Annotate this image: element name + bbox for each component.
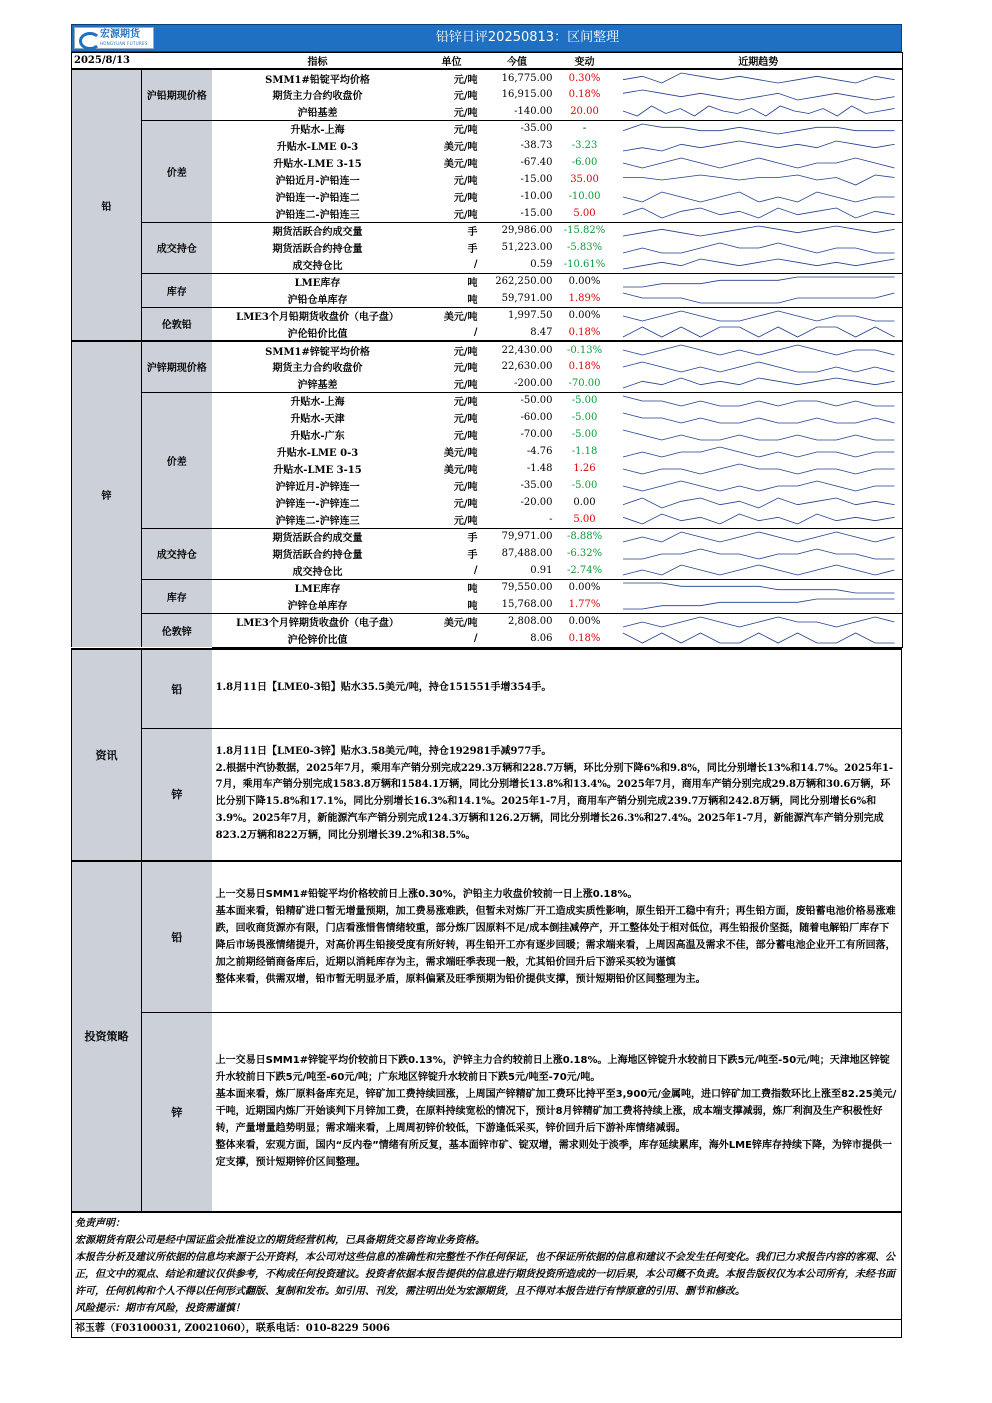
indicator-unit: 元/吨 — [453, 363, 478, 374]
indicator-unit: 元/吨 — [453, 176, 478, 187]
indicator-name: 沪锌仓单库存 — [287, 600, 348, 612]
indicator-unit: 吨 — [424, 579, 480, 596]
indicator-change: -70.00 — [568, 377, 601, 389]
indicator-value: 15,768.00 — [501, 598, 553, 610]
info-lead-label: 铅 — [142, 649, 212, 729]
indicator-unit: 元/吨 — [453, 193, 478, 204]
company-logo — [74, 27, 154, 49]
indicator-change: 0.00% — [555, 613, 615, 630]
indicator-value: 8.06 — [480, 630, 555, 647]
trend-cell — [615, 324, 903, 341]
info-lead-text: 1.8月11日【LME0-3铅】贴水35.5美元/吨，持仓151551手增354手。 — [212, 649, 902, 729]
table-row — [72, 341, 903, 358]
indicator-name: LME3个月铅期货收盘价（电子盘） — [212, 307, 424, 324]
trend-cell — [615, 137, 903, 154]
indicator-unit: 元/吨 — [424, 341, 480, 358]
sparkline-path — [623, 345, 895, 355]
indicator-unit: 元/吨 — [453, 515, 478, 527]
indicator-change: -3.23 — [571, 140, 598, 151]
trend-cell — [615, 290, 903, 307]
indicator-name: 期货活跃合约持仓量 — [272, 550, 363, 561]
trend-cell — [615, 171, 903, 188]
indicator-value: 29,986.00 — [480, 222, 555, 239]
sparkline-path — [623, 124, 895, 134]
trend-cell — [615, 630, 903, 647]
trend-cell — [615, 120, 903, 137]
indicator-table-body — [72, 69, 903, 647]
sparkline-path — [623, 362, 895, 372]
trend-cell — [615, 341, 903, 358]
trend-cell — [615, 511, 903, 528]
trend-cell — [615, 426, 903, 443]
report-title: 铅锌日评20250813：区间整理 — [435, 30, 620, 45]
indicator-name: 成交持仓比 — [292, 260, 343, 272]
sparkline — [619, 139, 899, 153]
indicator-value: -20.00 — [520, 497, 553, 508]
strategy-lead-label: 铅 — [142, 861, 212, 1013]
indicator-change: 1.89% — [568, 292, 601, 304]
sparkline-path — [623, 73, 895, 83]
indicator-unit: 手 — [467, 244, 478, 255]
sparkline — [619, 309, 899, 323]
indicator-change: 0.00 — [573, 497, 596, 508]
indicator-name: 升贴水-LME 0-3 — [276, 142, 359, 153]
info-zinc-label: 锌 — [142, 729, 212, 861]
table-row — [72, 273, 903, 290]
indicator-unit: / — [473, 258, 478, 270]
logo-mark-icon — [77, 29, 99, 47]
trend-cell — [615, 579, 903, 596]
indicator-value: 1,997.50 — [480, 307, 555, 324]
sparkline — [619, 343, 899, 357]
strategy-lead-text: 上一交易日SMM1#铅锭平均价格较前日上涨0.30%，沪铅主力收盘价较前一日上涨0.18%。 基本面来看，铅精矿进口暂无增量预期，加工费易涨难跌，但暂未对炼厂开工造成实质性影响，原生铅开工稳中有升；再生铅方面，废铅蓄电池价格易涨难跌，回收商货源亦有限，门店看涨惜售情绪较重，部分炼厂因原料不足/成本倒挂减停产，开工整体处于相对低位，再生铅报价坚挺，随着电解铅厂库存下降后市场畏涨情绪提升，对高价再生铅接受度有所好转，再生铅开工亦有逐步回暖；需求端来看，上周因高温及需求不佳，部分蓄电池企业开工有所回落，加之前期经销商备库后，近期以消耗库存为主，需求端旺季表现一般，尤其铅价回升后下游采买较为谨慎 整体来看，供需双增，铅市暂无明显矛盾，原料偏紧及旺季预期为铅价提供支撑，预计短期铅价区间整理为主。 — [212, 861, 902, 1013]
indicator-change: 0.00% — [555, 579, 615, 596]
indicator-value: -200.00 — [514, 377, 553, 389]
indicator-unit: 元/吨 — [453, 414, 478, 425]
col-unit: 单位 — [424, 53, 480, 70]
group-label: 沪锌期现价格 — [142, 341, 212, 392]
sparkline-path — [623, 565, 895, 575]
trend-cell — [615, 494, 903, 511]
indicator-name: 沪铅基差 — [297, 107, 338, 119]
trend-cell — [615, 375, 903, 392]
group-label: 成交持仓 — [142, 528, 212, 579]
logo-name-en: HONGYUAN FUTURES — [100, 41, 148, 46]
indicator-unit: 手 — [467, 550, 478, 561]
indicator-name: 升贴水-广东 — [290, 431, 345, 442]
trend-cell — [615, 477, 903, 494]
strategy-zinc-label: 锌 — [142, 1013, 212, 1211]
table-row — [72, 222, 903, 239]
indicator-value: -60.00 — [520, 412, 553, 423]
indicator-change: 1.26 — [573, 463, 596, 474]
trend-cell — [615, 86, 903, 103]
indicator-change: -10.00 — [568, 191, 601, 202]
sparkline — [619, 173, 899, 187]
indicator-unit: 美元/吨 — [443, 159, 478, 170]
indicator-unit: 手 — [424, 528, 480, 545]
strategy-zinc-text: 上一交易日SMM1#锌锭平均价较前日下跌0.13%，沪锌主力合约较前日上涨0.18%。上海地区锌锭升水较前日下跌5元/吨至-50元/吨；天津地区锌锭升水较前日下跌5元/吨至-60元/吨；广东地区锌锭升水较前日下跌5元/吨至-70元/吨。 基本面来看，炼厂原料备库充足，锌矿加工费持续回涨，上周国产锌精矿加工费环比持平至3,900元/金属吨，进口锌矿加工费指数环比上涨至82.25美元/干吨，近期国内炼厂开始谈判下月锌加工费，在原料持续宽松的情况下，预计8月锌精矿加工费将持续上涨，成本端支撑减弱，炼厂利润及生产积极性好转，产量增量趋势明显；需求端来看，上周周初锌价较低，下游逢低采买，锌价回升后下游补库情绪减弱。 整体来看，宏观方面，国内“反内卷”情绪有所反复，基本面锌市矿、锭双增，需求则处于淡季，库存延续累库，海外LME锌库存持续下降，为锌市提供一定支撑，预计短期锌价区间整理。 — [212, 1013, 902, 1211]
group-label: 成交持仓 — [142, 222, 212, 273]
sparkline-path — [623, 192, 895, 202]
sparkline-path — [623, 498, 895, 508]
indicator-change: - — [555, 120, 615, 137]
sparkline-path — [623, 158, 895, 168]
indicator-unit: 元/吨 — [453, 499, 478, 510]
sparkline-path — [623, 413, 895, 423]
trend-cell — [615, 392, 903, 409]
disclaimer-line: 宏源期货有限公司是经中国证监会批准设立的期货经营机构，已具备期货交易咨询业务资格。 — [75, 1234, 485, 1246]
sparkline-path — [623, 90, 895, 100]
indicator-value: -38.73 — [520, 140, 553, 151]
indicator-value: -35.00 — [520, 480, 553, 491]
indicator-change: 0.00% — [555, 307, 615, 324]
indicator-unit: 元/吨 — [453, 482, 478, 493]
indicator-table — [71, 52, 903, 648]
indicator-change: 0.18% — [568, 361, 601, 372]
sparkline — [619, 241, 899, 255]
group-label: 库存 — [142, 273, 212, 307]
table-row — [72, 613, 903, 630]
indicator-change: -6.00 — [571, 157, 598, 168]
indicator-value: 22,630.00 — [501, 361, 553, 372]
indicator-unit: 美元/吨 — [443, 465, 478, 476]
indicator-change: 1.77% — [568, 598, 601, 610]
disclaimer-title: 免责声明： — [75, 1217, 125, 1229]
indicator-change: -0.13% — [555, 341, 615, 358]
table-header-row — [72, 53, 903, 70]
sparkline — [619, 325, 899, 339]
sparkline — [619, 547, 899, 561]
sparkline-path — [623, 327, 895, 337]
sparkline-path — [623, 464, 895, 474]
trend-cell — [615, 443, 903, 460]
indicator-unit: 美元/吨 — [443, 448, 478, 459]
sparkline-path — [623, 106, 895, 116]
indicator-value: 22,430.00 — [480, 341, 555, 358]
indicator-change: 0.30% — [555, 69, 615, 86]
indicator-value: 0.91 — [530, 564, 553, 576]
indicator-value: 16,775.00 — [480, 69, 555, 86]
sparkline-path — [623, 277, 895, 287]
indicator-value: 8.47 — [530, 326, 553, 338]
indicator-value: -50.00 — [480, 392, 555, 409]
table-row — [72, 392, 903, 409]
indicator-name: 沪铅近月-沪铅连一 — [275, 176, 360, 187]
info-lead-row — [72, 649, 902, 729]
indicator-value: - — [549, 513, 553, 525]
indicator-change: -6.32% — [566, 548, 603, 559]
indicator-unit: 元/吨 — [424, 120, 480, 137]
strategy-label: 投资策略 — [72, 861, 142, 1211]
indicator-name: 升贴水-上海 — [212, 392, 424, 409]
col-indicator: 指标 — [212, 53, 424, 70]
indicator-change: 5.00 — [573, 207, 596, 219]
indicator-unit: 吨 — [424, 273, 480, 290]
info-table — [71, 648, 902, 1211]
indicator-unit: 手 — [424, 222, 480, 239]
sparkline — [619, 445, 899, 459]
indicator-name: LME库存 — [212, 579, 424, 596]
indicator-name: 沪铅连二-沪铅连三 — [275, 209, 360, 221]
indicator-change: -5.00 — [571, 480, 598, 491]
strategy-lead-row — [72, 861, 902, 1013]
sparkline — [619, 257, 899, 271]
sparkline-path — [623, 599, 895, 609]
sparkline-path — [623, 259, 895, 269]
table-row — [72, 307, 903, 324]
indicator-unit: / — [473, 326, 478, 338]
indicator-name: 期货活跃合约持仓量 — [272, 244, 363, 255]
disclaimer-line: 风险提示：期市有风险，投资需谨慎！ — [75, 1302, 245, 1314]
indicator-change: -2.74% — [566, 564, 603, 576]
trend-cell — [615, 613, 903, 630]
sparkline — [619, 428, 899, 442]
indicator-unit: 美元/吨 — [443, 142, 478, 153]
indicator-name: 升贴水-LME 3-15 — [273, 159, 362, 170]
trend-cell — [615, 528, 903, 545]
indicator-change: -5.00 — [571, 429, 598, 440]
trend-cell — [615, 205, 903, 222]
indicator-value: 79,550.00 — [480, 579, 555, 596]
indicator-name: LME3个月锌期货收盘价（电子盘） — [212, 613, 424, 630]
sparkline — [619, 190, 899, 204]
indicator-value: 2,808.00 — [480, 613, 555, 630]
sparkline-path — [623, 378, 895, 388]
indicator-unit: 美元/吨 — [424, 307, 480, 324]
indicator-value: -10.00 — [520, 191, 553, 202]
indicator-change: -10.61% — [563, 258, 606, 270]
sparkline — [619, 597, 899, 611]
strategy-zinc-row — [72, 1013, 902, 1211]
sparkline — [619, 360, 899, 374]
sparkline — [619, 512, 899, 526]
table-row — [72, 528, 903, 545]
indicator-unit: 元/吨 — [453, 379, 478, 391]
table-row — [72, 120, 903, 137]
indicator-name: 期货活跃合约成交量 — [212, 222, 424, 239]
indicator-unit: 元/吨 — [453, 107, 478, 119]
sparkline — [619, 88, 899, 102]
indicator-change: -5.00 — [571, 412, 598, 423]
col-trend: 近期趋势 — [615, 53, 903, 70]
indicator-unit: / — [424, 630, 480, 647]
report-page — [71, 24, 902, 1338]
indicator-name: 沪锌连一-沪锌连二 — [275, 499, 360, 510]
group-label: 价差 — [142, 392, 212, 528]
sparkline-path — [623, 633, 895, 643]
sparkline-path — [623, 311, 895, 321]
sparkline — [619, 581, 899, 595]
indicator-value: 262,250.00 — [480, 273, 555, 290]
trend-cell — [615, 596, 903, 613]
sparkline-path — [623, 243, 895, 253]
indicator-name: 沪铅仓单库存 — [287, 294, 348, 306]
indicator-unit: 吨 — [467, 294, 478, 306]
trend-cell — [615, 273, 903, 290]
trend-cell — [615, 307, 903, 324]
trend-cell — [615, 460, 903, 477]
sparkline — [619, 71, 899, 85]
indicator-name: 沪伦铅价比值 — [287, 328, 348, 340]
info-zinc-text: 1.8月11日【LME0-3锌】贴水3.58美元/吨，持仓192981手减977手。 2.根据中汽协数据，2025年7月，乘用车产销分别完成229.3万辆和228.7万辆，环比分别下降6%和9.8%，同比分别增长13%和14.7%。2025年1-7月，乘用车产销分别完成1583.8万辆和1584.1万辆，同比分别增长13.8%和13.4%。2025年7月，商用车产销分别完成29.8万辆和30.6万辆，环比分别下降15.8%和17.1%，同比分别增长16.3%和14.1%。2025年1-7月，商用车产销分别完成239.7万辆和242.8万辆，同比分别增长6%和3.9%。2025年7月，新能源汽车产销分别完成124.3万辆和126.2万辆，同比分别增长26.3%和27.4%。2025年1-7月，新能源汽车产销分别完成823.2万辆和822万辆，同比分别增长39.2%和38.5%。 — [212, 729, 902, 861]
indicator-unit: 元/吨 — [453, 431, 478, 442]
table-row — [72, 69, 903, 86]
indicator-value: -70.00 — [520, 429, 553, 440]
sparkline — [619, 462, 899, 476]
group-label: 伦敦铅 — [142, 307, 212, 341]
group-label: 价差 — [142, 120, 212, 222]
sparkline-path — [623, 447, 895, 457]
indicator-change: -8.88% — [555, 528, 615, 545]
sparkline — [619, 615, 899, 629]
col-today: 今值 — [480, 53, 555, 70]
indicator-name: 沪伦锌价比值 — [212, 630, 424, 647]
indicator-change: -5.00 — [555, 392, 615, 409]
info-label: 资讯 — [72, 649, 142, 861]
indicator-change: 0.18% — [555, 630, 615, 647]
indicator-change: 5.00 — [573, 513, 596, 525]
indicator-unit: 美元/吨 — [424, 613, 480, 630]
disclaimer-line: 本报告分析及建议所依据的信息均来源于公开资料，本公司对这些信息的准确性和完整性不作任何保证，也不保证所依据的信息和建议不会发生任何变化。我们已力求报告内容的客观、公正，但文中的观点、结论和建议仅供参考，不构成任何投资建议。投资者依据本报告提供的信息进行期货投资所造成的一切后果，本公司概不负责。本报告版权仅为本公司所有，未经书面许可，任何机构和个人不得以任何形式翻版、复制和发布。如引用、刊发，需注明出处为宏源期货，且不得对本报告进行有悖原意的引用、删节和修改。 — [75, 1251, 895, 1297]
indicator-name: 沪铅连一-沪铅连二 — [275, 193, 360, 204]
sparkline — [619, 104, 899, 118]
indicator-name: 期货主力合约收盘价 — [272, 91, 363, 102]
indicator-value: -15.00 — [520, 174, 553, 185]
report-banner — [71, 24, 902, 52]
indicator-value: -4.76 — [526, 446, 553, 457]
sparkline — [619, 156, 899, 170]
sparkline-path — [623, 396, 895, 406]
indicator-change: 0.18% — [568, 89, 601, 100]
sparkline-path — [623, 141, 895, 151]
sparkline — [619, 479, 899, 493]
sparkline-path — [623, 293, 895, 303]
indicator-name: SMM1#铅锭平均价格 — [212, 69, 424, 86]
sparkline-path — [623, 226, 895, 236]
sparkline-path — [623, 583, 895, 593]
indicator-unit: 吨 — [467, 600, 478, 612]
metal-label: 锌 — [72, 341, 142, 647]
indicator-name: 沪锌基差 — [297, 379, 338, 391]
sparkline — [619, 394, 899, 408]
indicator-unit: 元/吨 — [424, 392, 480, 409]
indicator-value: 16,915.00 — [501, 89, 553, 100]
indicator-change: 0.18% — [568, 326, 601, 338]
indicator-change: -1.18 — [571, 446, 598, 457]
trend-cell — [615, 103, 903, 120]
indicator-value: 51,223.00 — [501, 242, 553, 253]
indicator-value: -140.00 — [514, 105, 553, 117]
author-contact: 祁玉蓉（F03100031, Z0021060），联系电话：010-8229 5006 — [71, 1320, 902, 1338]
trend-cell — [615, 409, 903, 426]
sparkline — [619, 563, 899, 577]
table-row — [72, 579, 903, 596]
sparkline — [619, 376, 899, 390]
indicator-name: 期货活跃合约成交量 — [212, 528, 424, 545]
indicator-name: 升贴水-天津 — [290, 414, 345, 425]
trend-cell — [615, 358, 903, 375]
indicator-name: 沪锌近月-沪锌连一 — [275, 482, 360, 493]
sparkline — [619, 496, 899, 510]
sparkline — [619, 631, 899, 645]
indicator-value: -1.48 — [526, 463, 553, 474]
sparkline-path — [623, 481, 895, 491]
sparkline — [619, 291, 899, 305]
indicator-value: -35.00 — [480, 120, 555, 137]
disclaimer — [71, 1211, 902, 1320]
indicator-value: 0.59 — [530, 258, 553, 270]
indicator-name: 升贴水-上海 — [212, 120, 424, 137]
trend-cell — [615, 256, 903, 273]
report-date: 2025/8/13 — [72, 53, 212, 70]
indicator-change: -5.83% — [566, 242, 603, 253]
indicator-name: SMM1#锌锭平均价格 — [212, 341, 424, 358]
trend-cell — [615, 545, 903, 562]
logo-name: 宏源期货 — [100, 29, 140, 40]
trend-cell — [615, 239, 903, 256]
sparkline — [619, 275, 899, 289]
indicator-name: 沪锌连二-沪锌连三 — [275, 515, 360, 527]
trend-cell — [615, 154, 903, 171]
indicator-change: -15.82% — [555, 222, 615, 239]
sparkline — [619, 530, 899, 544]
group-label: 沪铅期现价格 — [142, 69, 212, 120]
indicator-change: 35.00 — [570, 174, 599, 185]
group-label: 库存 — [142, 579, 212, 613]
sparkline — [619, 224, 899, 238]
sparkline-path — [623, 514, 895, 524]
indicator-change: 0.00% — [555, 273, 615, 290]
indicator-name: 升贴水-LME 0-3 — [276, 448, 359, 459]
col-change: 变动 — [555, 53, 615, 70]
metal-label: 铅 — [72, 69, 142, 341]
indicator-name: 期货主力合约收盘价 — [272, 363, 363, 374]
indicator-name: 成交持仓比 — [292, 566, 343, 578]
sparkline — [619, 411, 899, 425]
indicator-value: 59,791.00 — [501, 292, 553, 304]
group-label: 伦敦锌 — [142, 613, 212, 647]
sparkline-path — [623, 430, 895, 440]
indicator-change: 20.00 — [570, 105, 599, 117]
indicator-unit: 元/吨 — [453, 91, 478, 102]
indicator-name: LME库存 — [212, 273, 424, 290]
sparkline-path — [623, 532, 895, 542]
sparkline-path — [623, 175, 895, 185]
indicator-unit: / — [473, 564, 478, 576]
indicator-value: 87,488.00 — [501, 548, 553, 559]
sparkline-path — [623, 549, 895, 559]
indicator-unit: 元/吨 — [424, 69, 480, 86]
info-zinc-row — [72, 729, 902, 861]
sparkline — [619, 206, 899, 220]
indicator-name: 升贴水-LME 3-15 — [273, 465, 362, 476]
sparkline — [619, 122, 899, 136]
indicator-unit: 元/吨 — [453, 209, 478, 221]
indicator-value: -67.40 — [520, 157, 553, 168]
trend-cell — [615, 188, 903, 205]
indicator-value: -15.00 — [520, 207, 553, 219]
sparkline-path — [623, 617, 895, 627]
trend-cell — [615, 562, 903, 579]
trend-cell — [615, 222, 903, 239]
sparkline-path — [623, 208, 895, 218]
indicator-value: 79,971.00 — [480, 528, 555, 545]
trend-cell — [615, 69, 903, 86]
